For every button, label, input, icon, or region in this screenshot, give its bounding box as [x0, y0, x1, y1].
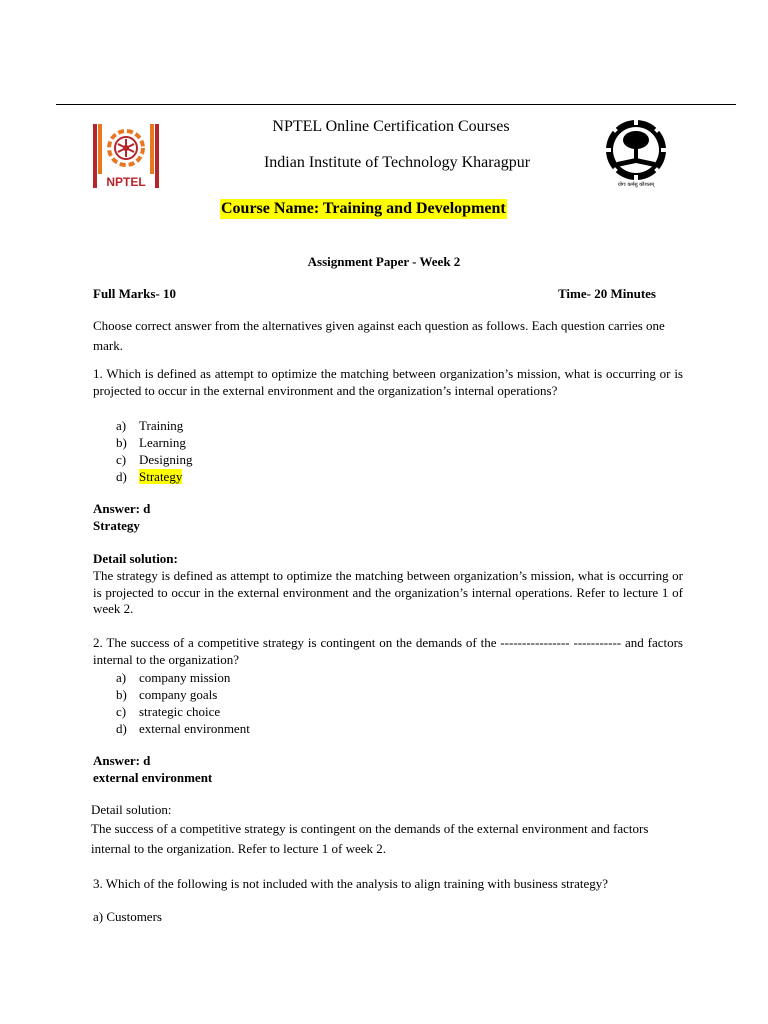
question-2-option-b: b) company goals	[116, 687, 218, 702]
question-2-option-d: d) external environment	[116, 721, 250, 736]
question-1-answer-text: Strategy	[93, 518, 140, 533]
full-marks: Full Marks- 10	[93, 286, 177, 301]
course-name: Course Name: Training and Development	[221, 200, 506, 217]
question-1-answer-label: Answer: d	[93, 501, 151, 516]
question-1-option-b: b) Learning	[116, 435, 186, 450]
question-2-options	[93, 669, 683, 737]
question-1-solution-text: The strategy is defined as attempt to optimize the matching between organization’s mission, what is occurring or is projected to occur in the external environment and the organization’s internal operations. Refer to lecture 1 of week 2.	[93, 568, 683, 616]
iit-logo-motto: योगः कर्मसु कौशलम्	[617, 182, 655, 188]
instructions: Choose correct answer from the alternatives given against each question as follows. Each question carries one mark.	[93, 318, 665, 353]
question-1-option-c: c) Designing	[116, 452, 193, 467]
question-1-solution-label: Detail solution:	[93, 551, 178, 566]
question-1-text: 1. Which is defined as attempt to optimize the matching between organization’s mission, what is occurring or is projected to occur in the external environment and the organization’s internal operations?	[93, 366, 683, 398]
question-2-answer-label: Answer: d	[93, 753, 151, 768]
question-1-option-d: d) Strategy	[116, 469, 183, 484]
nptel-logo-text: NPTEL	[106, 175, 146, 188]
iit-kharagpur-logo	[603, 118, 669, 188]
question-2-solution-text: The success of a competitive strategy is contingent on the demands of the external environment and factors internal to the organization. Refer to lecture 1 of week 2.	[91, 821, 649, 856]
question-2-option-c: c) strategic choice	[116, 704, 221, 719]
header-institution-line1: NPTEL Online Certification Courses	[272, 118, 510, 135]
question-2-answer-text: external environment	[93, 770, 213, 785]
question-1-option-a: a) Training	[116, 418, 184, 433]
question-3-text: 3. Which of the following is not included with the analysis to align training with business strategy?	[93, 876, 608, 891]
assignment-title: Assignment Paper - Week 2	[307, 254, 461, 269]
question-1-options	[93, 417, 683, 485]
time-limit: Time- 20 Minutes	[558, 286, 656, 301]
question-2-option-a: a) company mission	[116, 670, 231, 685]
top-rule	[56, 104, 736, 105]
question-2-text: 2. The success of a competitive strategy is contingent on the demands of the ---------------- ----------- and factors internal to the organization?	[93, 635, 683, 667]
question-2-solution-label: Detail solution:	[91, 802, 172, 817]
question-3-option-a: a) Customers	[93, 909, 162, 924]
header-institution-line2: Indian Institute of Technology Kharagpur	[263, 154, 531, 171]
